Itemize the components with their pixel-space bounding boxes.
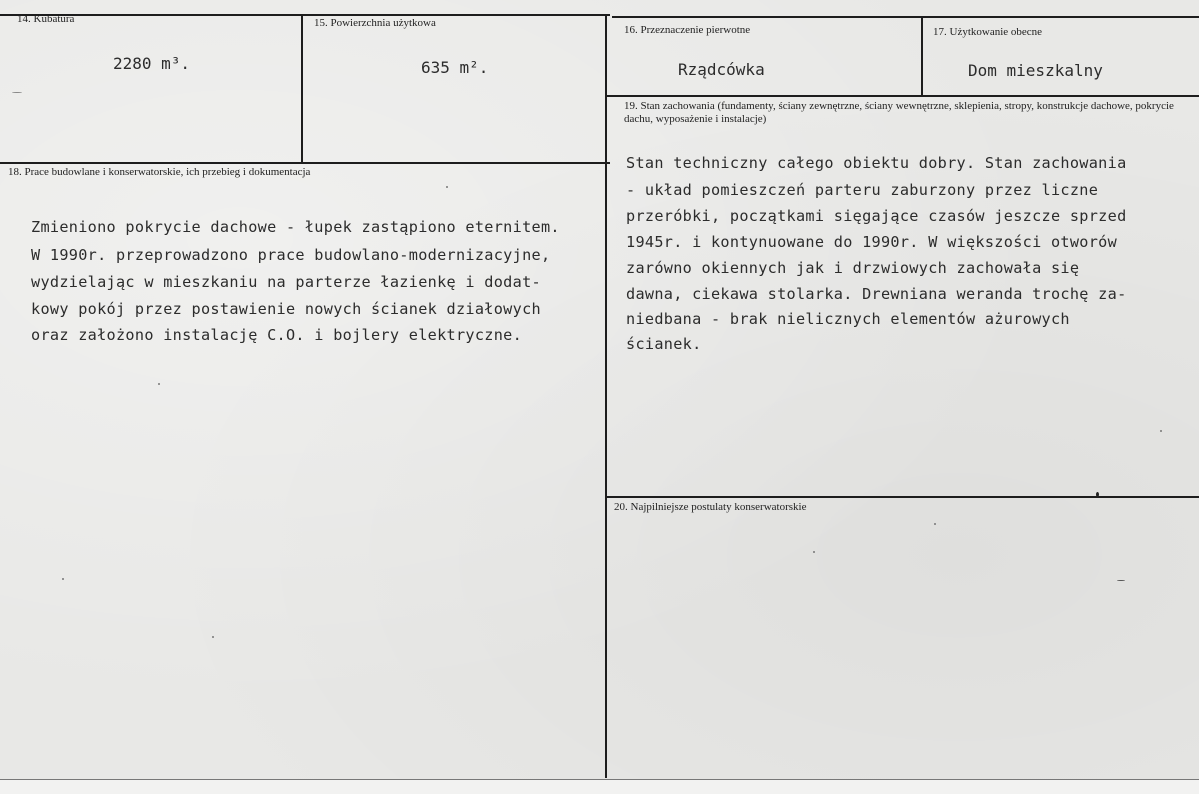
rule-above-20 bbox=[607, 496, 1199, 498]
page-bottom-edge bbox=[0, 779, 1199, 794]
paper-speck bbox=[12, 92, 22, 93]
rule-below-14-15 bbox=[0, 162, 610, 164]
field-15-label: 15. Powierzchnia użytkowa bbox=[314, 17, 436, 29]
rule-below-16-17 bbox=[607, 95, 1199, 97]
field-18-line: W 1990r. przeprowadzono prace budowlano-modernizacyjne, bbox=[31, 246, 551, 264]
paper-speck bbox=[934, 523, 936, 525]
field-18-line: kowy pokój przez postawienie nowych ścianek działowych bbox=[31, 300, 541, 318]
field-19-line: zarówno okiennych jak i drzwiowych zachowała się bbox=[626, 259, 1080, 277]
paper-speck bbox=[1160, 430, 1162, 432]
field-17-label: 17. Użytkowanie obecne bbox=[933, 26, 1043, 38]
field-18-label: 18. Prace budowlane i konserwatorskie, ich przebieg i dokumentacja bbox=[8, 166, 311, 178]
field-14-value: 2280 m³. bbox=[113, 54, 191, 73]
paper-speck bbox=[1117, 580, 1125, 581]
paper-speck bbox=[446, 186, 448, 188]
field-15-value: 635 m². bbox=[421, 58, 489, 77]
top-rule-right bbox=[612, 16, 1199, 18]
field-19-line: niedbana - brak nielicznych elementów ażurowych bbox=[626, 310, 1070, 328]
field-19-line: dawna, ciekawa stolarka. Drewniana weranda trochę za- bbox=[626, 285, 1127, 303]
divider-14-15 bbox=[301, 14, 303, 162]
paper-speck bbox=[212, 636, 214, 638]
field-18-line: Zmieniono pokrycie dachowe - łupek zastąpiono eternitem. bbox=[31, 218, 560, 236]
field-16-value: Rządcówka bbox=[678, 60, 765, 79]
field-20-label: 20. Najpilniejsze postulaty konserwatorskie bbox=[614, 501, 807, 513]
paper-speck bbox=[813, 551, 815, 553]
field-17-value: Dom mieszkalny bbox=[968, 61, 1103, 80]
field-19-line: przeróbki, początkami sięgające czasów jeszcze sprzed bbox=[626, 207, 1127, 225]
divider-16-17 bbox=[921, 17, 923, 95]
field-19-label: 19. Stan zachowania (fundamenty, ściany zewnętrzne, ściany wewnętrzne, sklepienia, stropy, konstrukcje dachowe, pokrycie dachu, wyposażenie i instalacje) bbox=[624, 100, 1174, 125]
paper-speck bbox=[1096, 492, 1099, 497]
main-vertical-divider bbox=[605, 16, 607, 778]
field-18-line: wydzielając w mieszkaniu na parterze łazienkę i dodat- bbox=[31, 273, 541, 291]
field-14-label: 14. Kubatura bbox=[17, 13, 75, 25]
paper-speck bbox=[62, 578, 64, 580]
field-19-line: 1945r. i kontynuowane do 1990r. W większości otworów bbox=[626, 233, 1118, 251]
top-rule-left bbox=[0, 14, 610, 16]
field-19-line: ścianek. bbox=[626, 335, 702, 353]
field-19-line: - układ pomieszczeń parteru zaburzony przez liczne bbox=[626, 181, 1099, 199]
paper-speck bbox=[158, 383, 160, 385]
field-19-line: Stan techniczny całego obiektu dobry. Stan zachowania bbox=[626, 154, 1127, 172]
field-16-label: 16. Przeznaczenie pierwotne bbox=[624, 24, 751, 36]
field-18-line: oraz założono instalację C.O. i bojlery elektryczne. bbox=[31, 326, 523, 344]
